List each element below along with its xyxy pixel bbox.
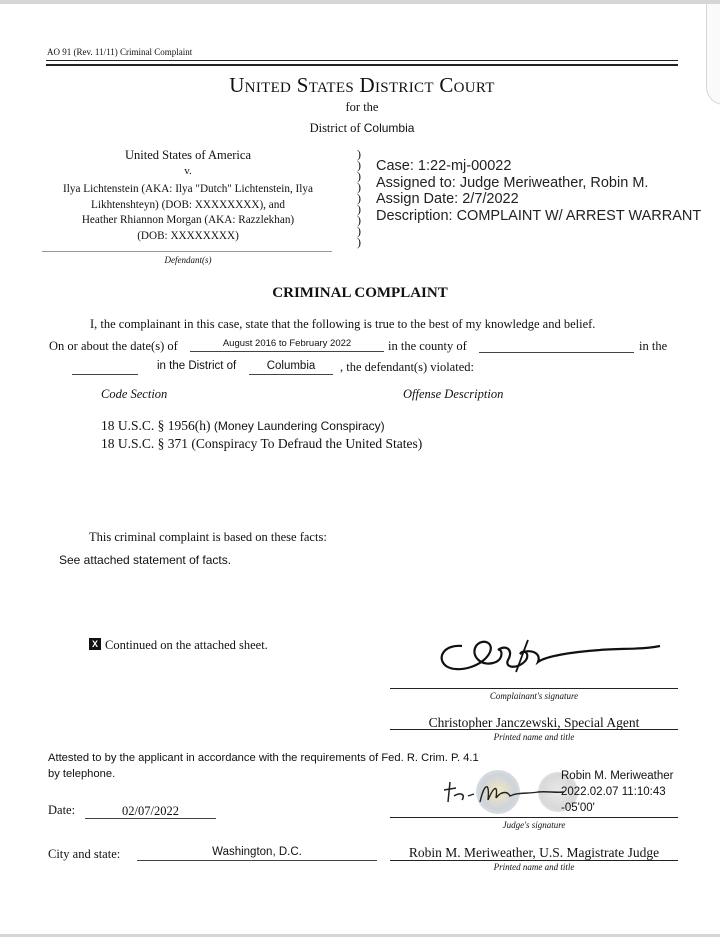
date-prefix: On or about the date(s) of bbox=[49, 339, 178, 353]
defendant-line: Ilya Lichtenstein (AKA: Ilya "Dutch" Lichtenstein, Ilya bbox=[63, 183, 313, 195]
judge-signature bbox=[438, 776, 568, 808]
printed-name-label: Printed name and title bbox=[493, 732, 575, 742]
plaintiff: United States of America bbox=[124, 148, 251, 162]
violated-text: , the defendant(s) violated: bbox=[340, 360, 474, 374]
in-the: in the bbox=[639, 339, 668, 353]
date-value: 02/07/2022 bbox=[85, 804, 216, 819]
form-id: AO 91 (Rev. 11/11) Criminal Complaint bbox=[47, 47, 193, 57]
caption-parens: ) ) ) ) ) ) ) ) ) bbox=[357, 147, 361, 249]
defendant-line: (DOB: XXXXXXXX) bbox=[137, 229, 239, 242]
defendant-line: Likhtenshteyn) (DOB: XXXXXXXX), and bbox=[91, 198, 285, 211]
top-border bbox=[0, 0, 720, 4]
judge-sig-label: Judge's signature bbox=[502, 820, 566, 830]
complainant-name-rule bbox=[390, 729, 678, 730]
county-blank bbox=[479, 339, 634, 353]
case-description: Description: COMPLAINT W/ ARREST WARRANT bbox=[376, 207, 702, 224]
city-label: City and state: bbox=[48, 847, 121, 861]
complainant-name: Christopher Janczewski, Special Agent bbox=[428, 715, 640, 730]
case-number: Case: 1:22-mj-00022 bbox=[376, 158, 512, 174]
facts-intro: This criminal complaint is based on these facts: bbox=[89, 530, 327, 544]
offenses-list bbox=[101, 417, 422, 453]
digital-sig-line: 2022.02.07 11:10:43 bbox=[561, 786, 666, 798]
offense-code: 18 U.S.C. § 371 bbox=[101, 436, 189, 451]
assign-date: Assign Date: 2/7/2022 bbox=[376, 191, 519, 207]
judge-name: Robin M. Meriweather, U.S. Magistrate Judge bbox=[408, 845, 660, 860]
attestation-text: Attested to by the applicant in accordance with the requirements of Fed. R. Crim. P. 4.1 bbox=[48, 752, 479, 764]
judge-printed-label: Printed name and title bbox=[493, 862, 575, 872]
offense-description-label: Offense Description bbox=[403, 387, 504, 401]
complainant-sig-rule bbox=[390, 688, 678, 689]
district-line bbox=[0, 121, 720, 136]
offense-row bbox=[101, 417, 422, 435]
district-value: Columbia bbox=[249, 360, 333, 375]
intro-text: I, the complainant in this case, state that the following is true to the best of my knowledge and belief. bbox=[90, 317, 596, 331]
date-label: Date: bbox=[48, 803, 76, 817]
court-title: United States District Court bbox=[229, 73, 495, 97]
digital-sig-line: -05'00' bbox=[561, 802, 595, 814]
header-rule-top bbox=[46, 60, 678, 61]
judge-sig-rule bbox=[390, 817, 678, 818]
complaint-heading: CRIMINAL COMPLAINT bbox=[272, 285, 448, 301]
complainant-sig-label: Complainant's signature bbox=[489, 691, 579, 701]
defendants bbox=[42, 182, 334, 244]
defendant-rule bbox=[42, 251, 332, 252]
defendant-line: Heather Rhiannon Morgan (AKA: Razzlekhan) bbox=[81, 214, 295, 226]
case-stamp bbox=[376, 158, 706, 224]
defendant-label: Defendant(s) bbox=[164, 255, 212, 265]
district-prefix: District of bbox=[309, 121, 361, 135]
offense-desc: (Money Laundering Conspiracy) bbox=[213, 419, 385, 433]
assigned-judge: Assigned to: Judge Meriweather, Robin M. bbox=[376, 174, 649, 191]
digital-signature bbox=[561, 768, 673, 816]
county-prefix: in the county of bbox=[388, 339, 467, 353]
offense-desc: (Conspiracy To Defraud the United States) bbox=[191, 436, 423, 451]
district-name: Columbia bbox=[363, 121, 415, 135]
judge-name-rule bbox=[390, 860, 678, 861]
continued-text: Continued on the attached sheet. bbox=[105, 638, 268, 652]
code-section-label: Code Section bbox=[101, 387, 168, 401]
in-district: in the District of bbox=[157, 360, 237, 372]
versus: v. bbox=[184, 165, 192, 177]
header-rule-bottom bbox=[46, 64, 678, 66]
digital-sig-line: Robin M. Meriweather bbox=[561, 770, 674, 782]
facts-text: See attached statement of facts. bbox=[59, 553, 232, 567]
offense-code: 18 U.S.C. § 1956(h) bbox=[101, 418, 211, 433]
for-the: for the bbox=[345, 100, 379, 114]
continued-checkbox: X bbox=[89, 638, 101, 650]
district-blank bbox=[72, 361, 138, 375]
attestation-by: by telephone. bbox=[48, 768, 116, 780]
city-value: Washington, D.C. bbox=[137, 846, 377, 861]
attestation bbox=[48, 750, 479, 782]
date-range: August 2016 to February 2022 bbox=[190, 338, 384, 352]
offense-row bbox=[101, 435, 422, 453]
complainant-signature bbox=[432, 628, 664, 680]
